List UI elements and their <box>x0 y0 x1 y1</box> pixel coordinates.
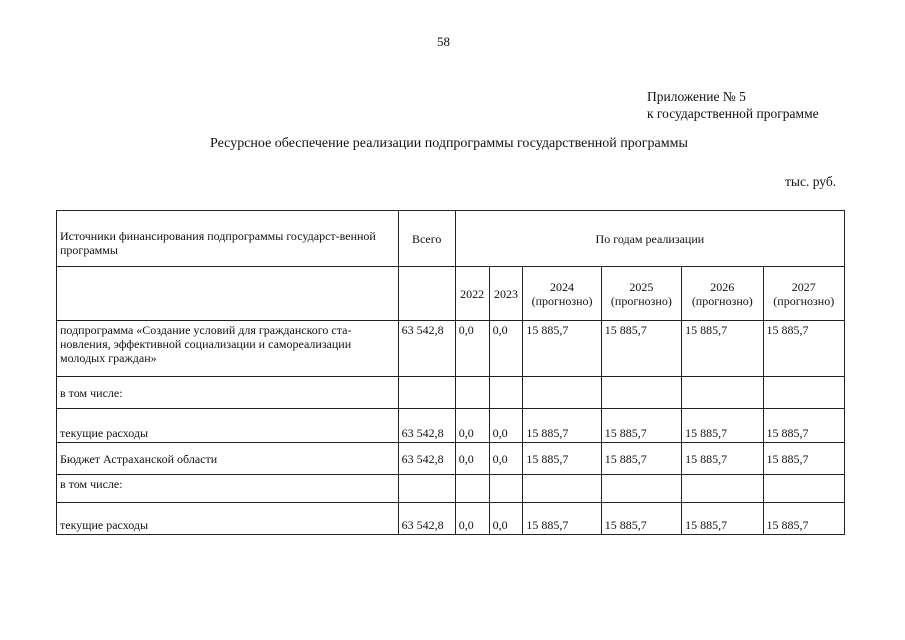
row-value: 15 885,7 <box>523 503 601 535</box>
row-value: 15 885,7 <box>763 409 845 443</box>
table-row <box>57 503 845 535</box>
row-total: 63 542,8 <box>398 503 455 535</box>
year-note: (прогнозно) <box>691 293 753 308</box>
year-label: 2023 <box>494 286 518 301</box>
page-number: 58 <box>437 34 450 49</box>
row-value <box>763 377 845 409</box>
row-total <box>398 475 455 503</box>
header-sources: Источники финансирования подпрограммы государст-венной программы <box>57 211 399 267</box>
year-label: 2027 <box>791 279 816 294</box>
row-value: 0,0 <box>489 321 523 377</box>
year-header-2025 <box>601 267 681 321</box>
row-value: 15 885,7 <box>763 443 845 475</box>
row-value: 15 885,7 <box>601 409 681 443</box>
row-value <box>682 377 763 409</box>
header-row-1 <box>57 211 845 267</box>
year-header-2023 <box>489 267 523 321</box>
row-label: текущие расходы <box>57 503 399 535</box>
year-header-2024 <box>523 267 601 321</box>
row-value <box>523 475 601 503</box>
row-value: 15 885,7 <box>682 321 763 377</box>
appendix-line-2: к государственной программе <box>647 106 819 121</box>
table-row <box>57 475 845 503</box>
row-label: Бюджет Астраханской области <box>57 443 399 475</box>
appendix-line-1: Приложение № 5 <box>647 89 746 104</box>
row-value: 15 885,7 <box>682 443 763 475</box>
row-value: 0,0 <box>455 443 489 475</box>
row-value: 15 885,7 <box>523 321 601 377</box>
year-header-2027 <box>763 267 845 321</box>
row-value: 15 885,7 <box>601 321 681 377</box>
row-value: 0,0 <box>455 321 489 377</box>
header-empty <box>57 267 399 321</box>
row-value: 15 885,7 <box>601 443 681 475</box>
row-value: 0,0 <box>455 409 489 443</box>
row-value: 15 885,7 <box>601 503 681 535</box>
row-value: 15 885,7 <box>523 443 601 475</box>
year-label: 2025 <box>629 279 654 294</box>
year-note: (прогнозно) <box>610 293 672 308</box>
year-label: 2022 <box>460 286 485 301</box>
year-note: (прогнозно) <box>531 293 593 308</box>
row-total <box>398 377 455 409</box>
row-value <box>455 475 489 503</box>
row-value: 0,0 <box>489 409 523 443</box>
row-label: в том числе: <box>57 377 399 409</box>
year-header-2022 <box>455 267 489 321</box>
row-value <box>601 475 681 503</box>
year-label: 2024 <box>550 279 575 294</box>
header-row-2 <box>57 267 845 321</box>
unit-label: тыс. руб. <box>785 174 837 189</box>
year-note: (прогнозно) <box>773 293 835 308</box>
document-title: Ресурсное обеспечение реализации подпрограммы государственной программы <box>210 136 688 151</box>
table-row <box>57 377 845 409</box>
row-value: 15 885,7 <box>682 409 763 443</box>
table-row <box>57 321 845 377</box>
row-value <box>601 377 681 409</box>
header-empty <box>398 267 455 321</box>
year-header-2026 <box>682 267 763 321</box>
row-label: подпрограмма «Создание условий для гражданского ста-новления, эффективной социализации и самореализации молодых граждан» <box>57 321 399 377</box>
row-value <box>489 475 523 503</box>
row-total: 63 542,8 <box>398 443 455 475</box>
row-value: 0,0 <box>489 443 523 475</box>
table-row <box>57 409 845 443</box>
row-value: 15 885,7 <box>763 321 845 377</box>
row-value <box>682 475 763 503</box>
row-value: 15 885,7 <box>523 409 601 443</box>
appendix-note <box>647 88 819 122</box>
row-value <box>489 377 523 409</box>
row-total: 63 542,8 <box>398 321 455 377</box>
row-value: 15 885,7 <box>682 503 763 535</box>
row-value <box>523 377 601 409</box>
row-value: 15 885,7 <box>763 503 845 535</box>
row-value: 0,0 <box>455 503 489 535</box>
header-by-years: По годам реализации <box>455 211 844 267</box>
table-row <box>57 443 845 475</box>
budget-table <box>56 210 845 535</box>
row-value <box>455 377 489 409</box>
row-label: в том числе: <box>57 475 399 503</box>
year-label: 2026 <box>710 279 735 294</box>
row-value: 0,0 <box>489 503 523 535</box>
row-total: 63 542,8 <box>398 409 455 443</box>
row-value <box>763 475 845 503</box>
row-label: текущие расходы <box>57 409 399 443</box>
header-total: Всего <box>398 211 455 267</box>
